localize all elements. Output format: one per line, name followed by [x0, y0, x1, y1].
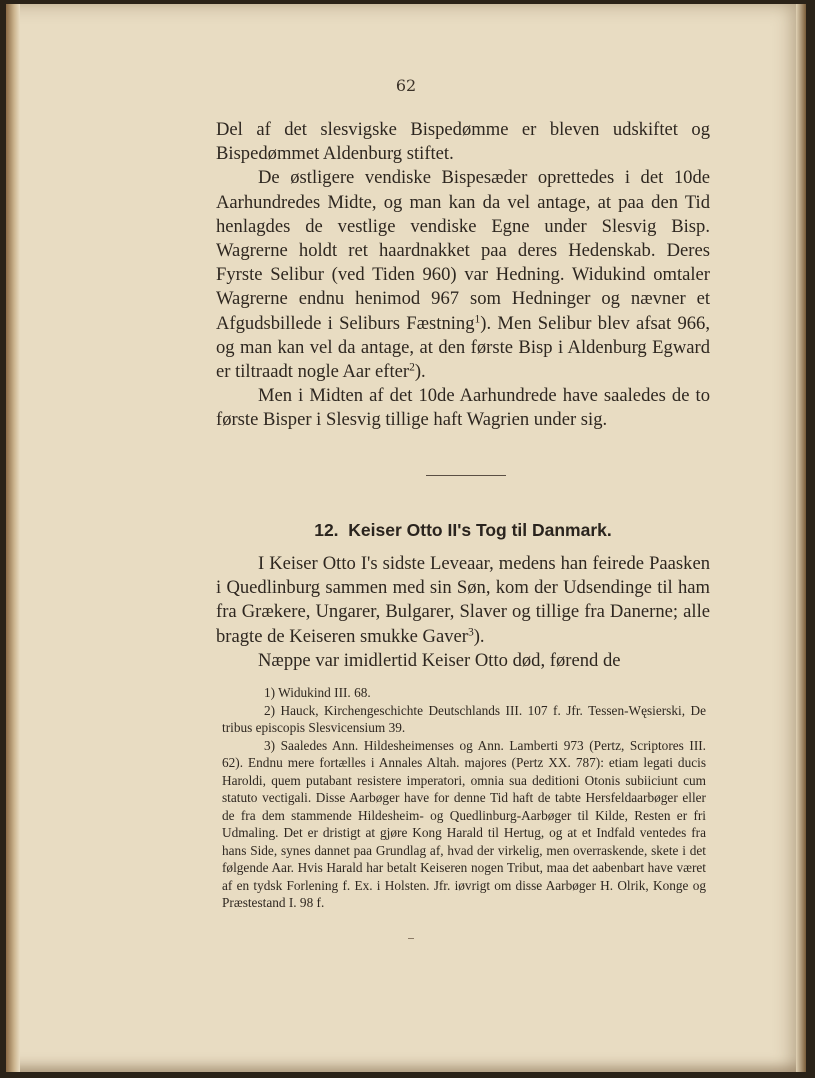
- section-title: Keiser Otto II's Tog til Danmark.: [348, 520, 612, 540]
- footnote-1: [222, 684, 706, 702]
- footnote-3-text: Saaledes Ann. Hildesheimenses og Ann. Lamberti 973 (Pertz, Scriptores III. 62). Endnu mere fortælles i Annales Altah. majores (Pertz XX. 787): etiam legati ducis Haroldi, quem putabant resistere imperatori, omnia sua deditioni Otonis subiiciunt cum statuto vectigali. Disse Aarbøger have for denne Tid haft de tabte Hersfeldaarbøger eller de fra dem stammende Hildesheim- og Quedlinburg-Aarbøger til Kilde, Resten er fri Udmaling. Det er dristigt at gjøre Kong Harald til Hertug, og at et Indfald ventedes fra hans Side, synes dannet paa Grundlag af, hvad der virkelig, men overraskende, skete i det følgende Aar. Hvis Harald har betalt Keiseren nogen Tribut, maa det aabenbart have været af en tydsk Forlening f. Ex. i Holsten. Jfr. iøvrigt om disse Aarbøger H. Olrik, Konge og Præstestand I. 98 f.: [222, 737, 706, 910]
- footnote-3: [222, 737, 706, 912]
- paragraph-1: Del af det slesvigske Bispedømme er bleven udskiftet og Bispedømmet Aldenburg stiftet.: [216, 119, 710, 165]
- section-number: 12.: [314, 520, 339, 540]
- footnote-end-dash: [408, 938, 414, 939]
- footnote-1-mark: 1): [264, 685, 276, 700]
- footnote-ref-3: 3: [467, 626, 474, 639]
- footnote-3-mark: 3): [264, 737, 276, 753]
- section-paragraph-2: Næppe var imidlertid Keiser Otto død, førend de: [258, 649, 621, 671]
- section-heading: [216, 520, 710, 541]
- section-text-block: [216, 552, 710, 673]
- page-number: 62: [395, 76, 417, 95]
- footnotes: [222, 684, 706, 912]
- footnote-2-mark: 2): [264, 702, 276, 718]
- footnote-2: [222, 702, 706, 737]
- paragraph-3: Men i Midten af det 10de Aarhundrede have saaledes de to første Bisper i Slesvig tillige haft Wagrien under sig.: [216, 385, 710, 431]
- book-page: [6, 4, 806, 1072]
- footnote-2-text: Hauck, Kirchengeschichte Deutschlands III. 107 f. Jfr. Tessen-Węsierski, De tribus episcopis Slesvicensium 39.: [222, 702, 706, 735]
- section-paragraph-1-end: .: [479, 625, 485, 647]
- section-divider: [426, 475, 506, 476]
- footnote-1-text: Widukind III. 68.: [278, 685, 371, 700]
- page-edge-right: [796, 4, 806, 1072]
- paragraph-2: De østligere vendiske Bispesæder oprettedes i det 10de Aarhundredes Midte, og man kan da vel antage, at paa den Tid henlagdes de vestlige vendiske Egne under Slesvig Bisp. Wagrerne holdt ret haardnakket paa deres Hedenskab. Deres Fyrste Selibur (ved Tiden 960) var Hedning. Widukind omtaler Wagrerne endnu henimod 967 som Hedninger og nævner et Afgudsbillede i Seliburs Fæstning$^1$). Men Selibur blev afsat 966, og man kan vel da antage, at den første Bisp i Aldenburg Egward er tiltraadt nogle Aar efter$^2$).: [216, 167, 710, 383]
- paragraph-2-cont: Men Selibur blev afsat 966, og man kan vel da antage, at den første Bisp i Aldenburg Egward er tiltraadt nogle Aar efter: [216, 312, 710, 383]
- page-edge-left: [6, 4, 20, 1072]
- section-paragraph-1-text: I Keiser Otto I's sidste Leveaar, medens han feirede Paasken i Quedlinburg sammen med sin Søn, kom der Udsendinge til ham fra Grækere, Ungarer, Bulgarer, Slaver og tillige fra Danerne; alle bragte de Keiseren smukke Gaver: [216, 553, 710, 647]
- top-text-block: [216, 118, 710, 433]
- paragraph-2-text: De østligere vendiske Bispesæder oprettedes i det 10de Aarhundredes Midte, og man kan da vel antage, at paa den Tid henlagdes de vestlige vendiske Egne under Slesvig Bisp. Wagrerne holdt ret haardnakket paa deres Hedenskab. Deres Fyrste Selibur (ved Tiden 960) var Hedning. Widukind omtaler Wagrerne endnu henimod 967 som Hedninger og nævner et Afgudsbillede i Seliburs Fæstning: [216, 167, 710, 334]
- section-paragraph-1: I Keiser Otto I's sidste Leveaar, medens han feirede Paasken i Quedlinburg sammen med sin Søn, kom der Udsendinge til ham fra Grækere, Ungarer, Bulgarer, Slaver og tillige fra Danerne; alle bragte de Keiseren smukke Gaver$^3$).: [216, 553, 710, 647]
- footnote-ref-2: 2: [409, 361, 415, 374]
- footnote-ref-1: 1: [474, 313, 481, 326]
